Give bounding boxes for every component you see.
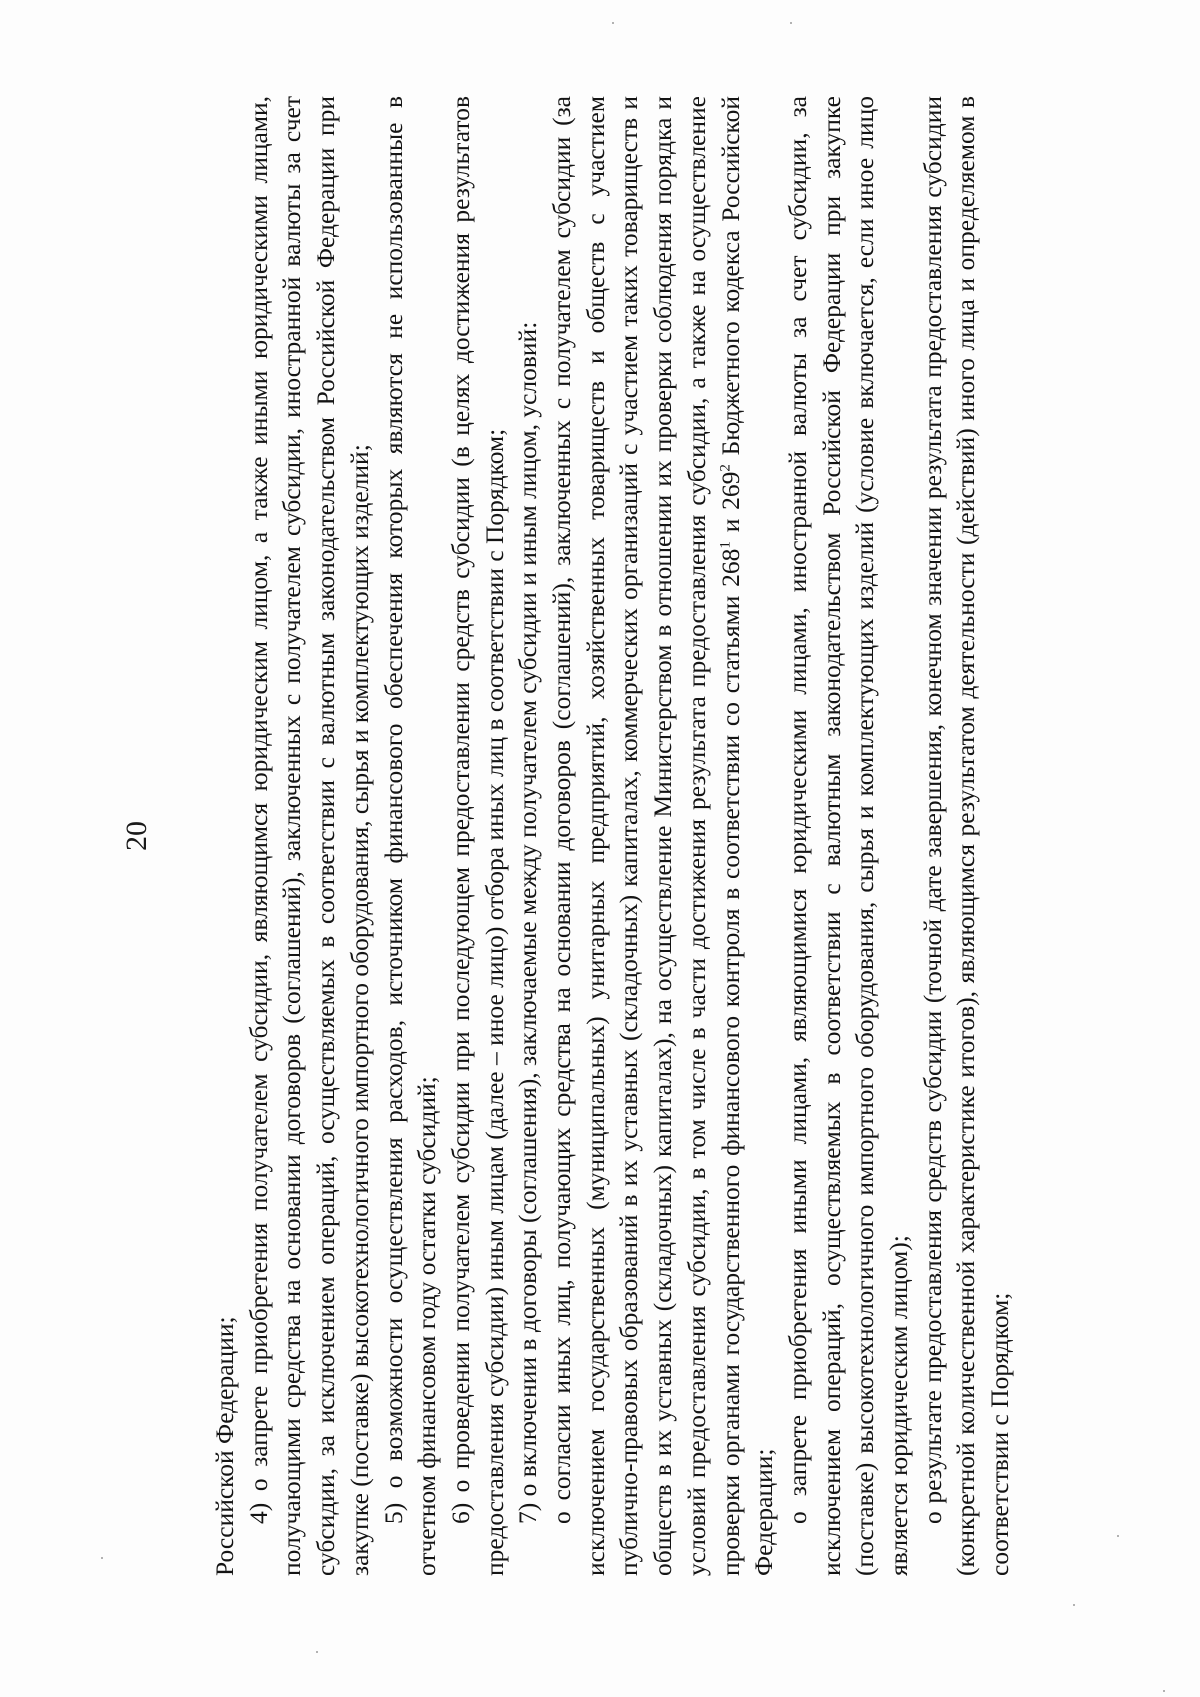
rotated-page-content: [120, 96, 1080, 1576]
paragraph-item-4: 4) о запрете приобретения получателем субсидии, являющимся юридическим лицом, а также иными юридическими лицами, получающими средства на основании договоров (соглашений), заключенных с получателем субсидии, иностранной валюты за счет субсидии, за исключением операций, осуществляемых в соответствии с валютным законодательством Российской Федерации при закупке (поставке) высокотехнологичного импортного оборудования, сырья и комплектующих изделий;: [243, 96, 374, 1576]
scan-speck: [1163, 1690, 1165, 1692]
paragraph-result-condition: о результате предоставления средств субсидии (точной дате завершения, конечном значении результата предоставления субсидии (конкретной количественной характеристике итогов), являющимся результатом деятельности (действий) иного лица и определяемом в соответствии с Порядком;: [917, 96, 1015, 1576]
consent-text-end: Бюджетного кодекса Российской Федерации;: [715, 96, 779, 1576]
scan-speck: [1073, 1604, 1075, 1606]
article-superscript: 1: [717, 541, 734, 549]
scan-speck: [316, 1651, 318, 1653]
paragraph-consent-condition: [545, 96, 781, 1576]
scan-speck: [101, 1557, 103, 1559]
paragraph-item-6: 6) о проведении получателем субсидии при последующем предоставлении средств субсидии (в целях достижения результатов предоставления субсидии) иным лицам (далее – иное лицо) отбора иных лиц в соответствии с Порядком;: [445, 96, 509, 1576]
consent-text-start: о согласии иных лиц, получающих средства на основании договоров (соглашений), заключенных с получателем субсидии (за исключением государственных (муниципальных) унитарных предприятий, хозяйственных товариществ и обществ с участием публично-правовых образований в их уставных (складочных) капиталах, коммерческих организаций с участием таких товариществ и обществ в их уставных (складочных) капиталах), на осуществление Министерством в отношении их проверки соблюдения порядка и условий предоставления субсидии, в том числе в части достижения результата предоставления субсидии, а также на осуществление проверки органами государственного финансового контроля в соответствии со статьями 268: [547, 96, 745, 1576]
scan-speck: [790, 22, 792, 24]
page-number: 20: [120, 821, 153, 851]
paragraph-continuation: Российской Федерации;: [210, 1316, 239, 1576]
paragraph-item-5: 5) о возможности осуществления расходов, источником финансового обеспечения которых являются не использованные в отчетном финансовом году остатки субсидий;: [378, 96, 442, 1576]
scan-speck: [612, 22, 614, 24]
paragraph-currency-prohibition: о запрете приобретения иными лицами, являющимися юридическими лицами, иностранной валюты за счет субсидии, за исключением операций, осуществляемых в соответствии с валютным законодательством Российской Федерации при закупке (поставке) высокотехнологичного импортного оборудования, сырья и комплектующих изделий (условие включается, если иное лицо является юридическим лицом);: [782, 96, 914, 1576]
scan-speck: [1117, 1535, 1119, 1537]
consent-text-middle: и 269: [715, 471, 745, 542]
paragraph-item-7: 7) о включении в договоры (соглашения), заключаемые между получателем субсидии и иным лицом, условий:: [513, 321, 543, 1524]
article-superscript: 2: [717, 464, 734, 472]
document-body: [208, 96, 1017, 1576]
